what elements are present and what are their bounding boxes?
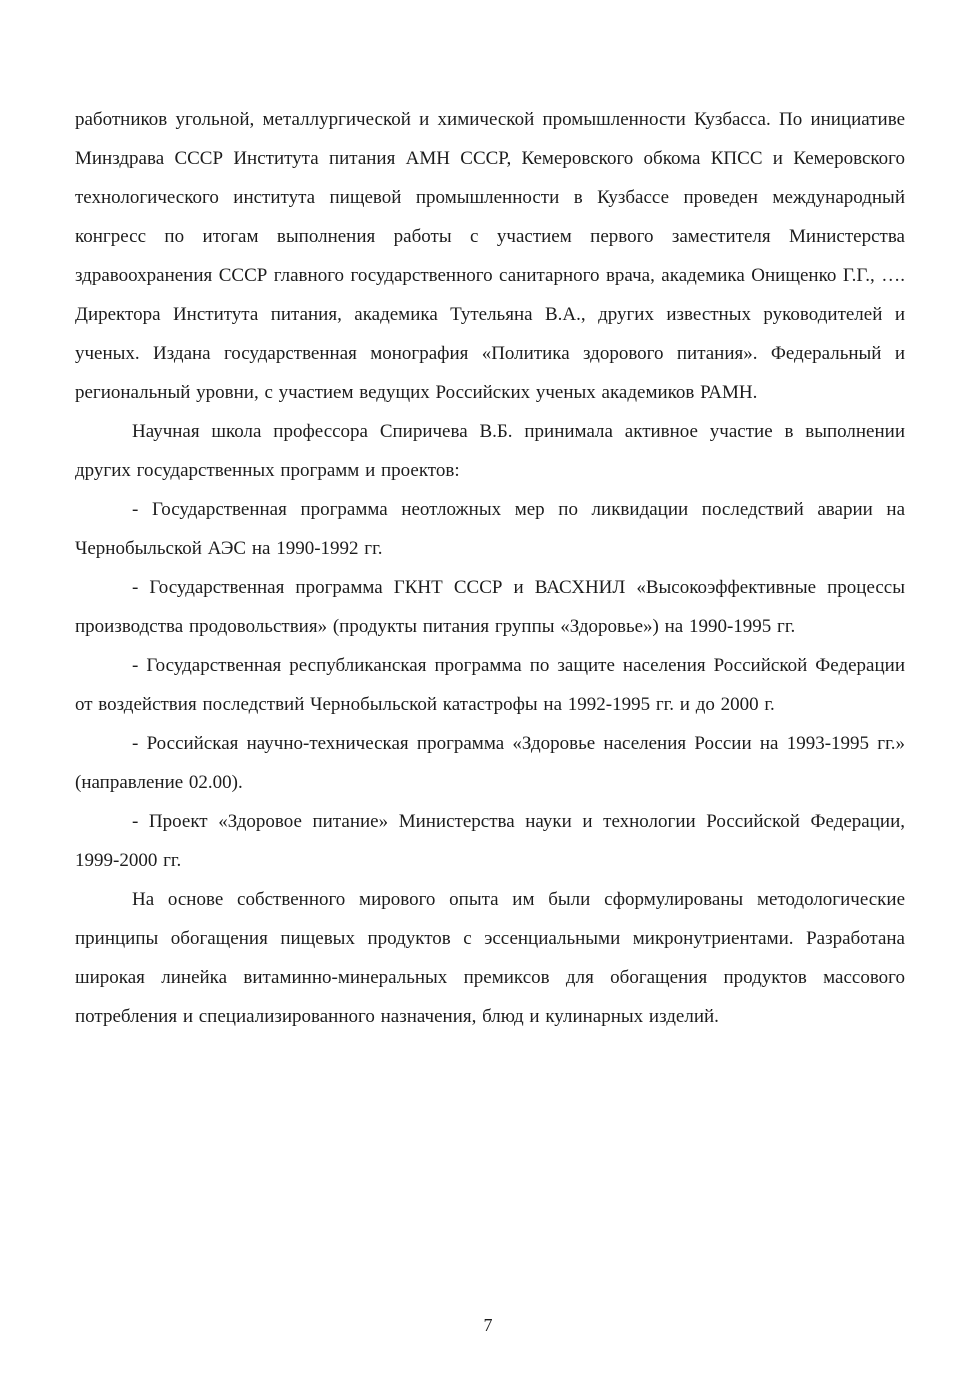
paragraph-list-item: - Государственная республиканская программа по защите населения Российской Федерации от воздействия последствий Чернобыльской катастрофы на 1992-1995 гг. и до 2000 г. [75, 655, 905, 715]
paragraph-list-item: - Государственная программа неотложных мер по ликвидации последствий аварии на Чернобыльской АЭС на 1990-1992 гг. [75, 499, 905, 559]
paragraph: работников угольной, металлургической и химической промышленности Кузбасса. По инициативе Минздрава СССР Института питания АМН СССР, Кемеровского обкома КПСС и Кемеровского технологического института пищевой промышленности в Кузбассе проведен международный конгресс по итогам выполнения работы с участием первого заместителя Министерства здравоохранения СССР главного государственного санитарного врача, академика Онищенко Г.Г., …. Директора Института питания, академика Тутельяна В.А., других известных руководителей и ученых. Издана государственная монография «Политика здорового питания». Федеральный и региональный уровни, с участием ведущих Российских ученых академиков РАМН. [75, 109, 905, 403]
text-block [75, 100, 905, 1036]
page-number: 7 [483, 1315, 493, 1335]
paragraph: На основе собственного мирового опыта им были сформулированы методологические принципы обогащения пищевых продуктов с эссенциальными микронутриентами. Разработана широкая линейка витаминно-минеральных премиксов для обогащения продуктов массового потребления и специализированного назначения, блюд и кулинарных изделий. [75, 889, 905, 1027]
paragraph-list-item: - Российская научно-техническая программа «Здоровье населения России на 1993-1995 гг.» (направление 02.00). [75, 733, 905, 793]
paragraph-list-item: - Проект «Здоровое питание» Министерства науки и технологии Российской Федерации, 1999-2000 гг. [75, 811, 905, 871]
paragraph-list-item: - Государственная программа ГКНТ СССР и ВАСХНИЛ «Высокоэффективные процессы производства продовольствия» (продукты питания группы «Здоровье») на 1990-1995 гг. [75, 577, 905, 637]
paragraph: Научная школа профессора Спиричева В.Б. принимала активное участие в выполнении других государственных программ и проектов: [75, 421, 905, 481]
